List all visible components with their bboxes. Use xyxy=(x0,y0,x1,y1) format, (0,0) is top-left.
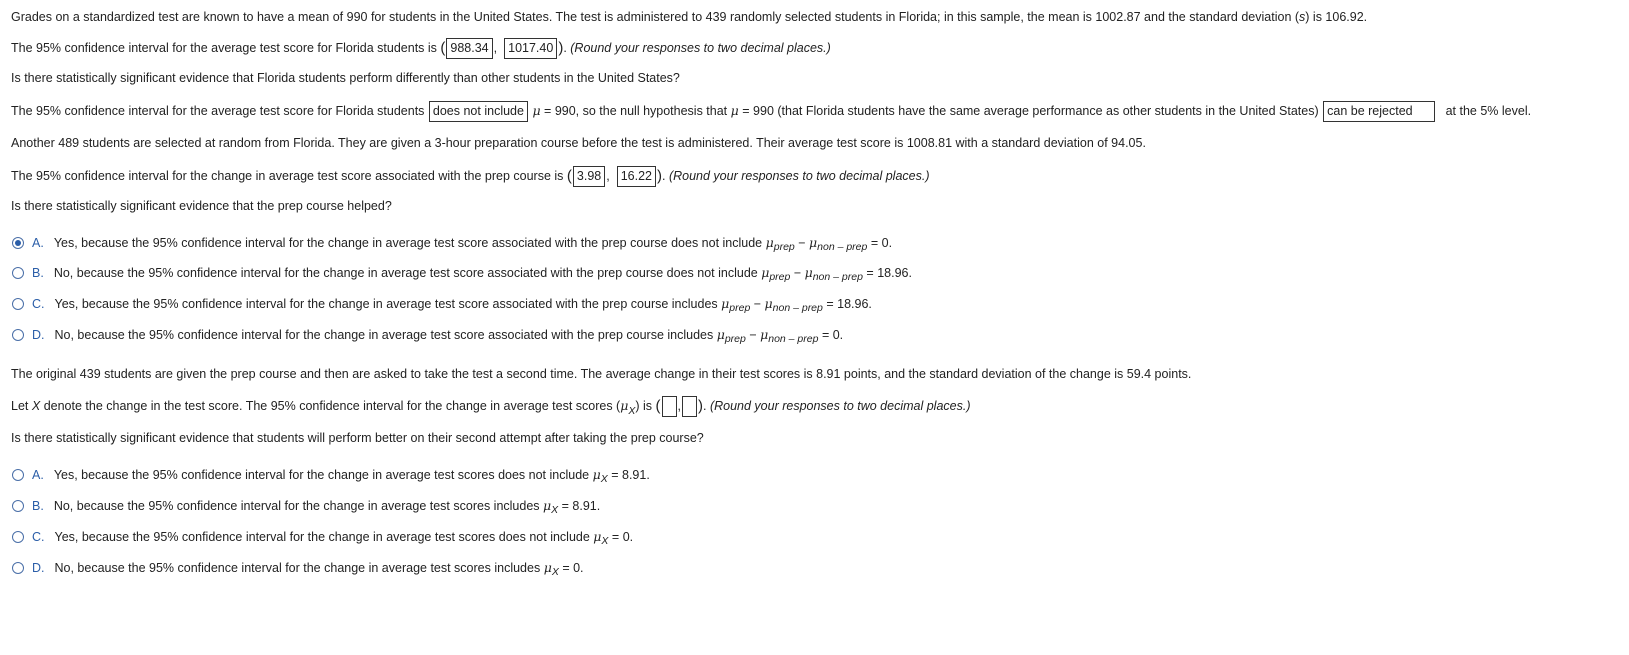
ci-florida-line: The 95% confidence interval for the average test score for Florida students is ( 988.34 , 1017.40 ). (Round your responses to two decimal places.) xyxy=(11,38,831,59)
second-attempt-question: Is there statistically significant evidence that students will perform better on their second attempt after taking the prep course? xyxy=(11,431,704,445)
sig-answer-line: The 95% confidence interval for the average test score for Florida students does not include μ = 990, so the null hypothesis that μ = 990 (that Florida students have the same average performance as other students in the United States) can be rejected at the 5% level. xyxy=(11,101,1531,122)
change-option-a[interactable]: A. Yes, because the 95% confidence interval for the change in average test scores does not include μ X = 8.91. xyxy=(12,466,650,484)
radio-icon[interactable] xyxy=(12,267,24,279)
radio-icon[interactable] xyxy=(12,298,24,310)
prep-option-a[interactable]: A. Yes, because the 95% confidence interval for the change in average test score associated with the prep course does not include μ prep − μ non – prep = 0. xyxy=(12,234,892,252)
change-option-b[interactable]: B. No, because the 95% confidence interval for the change in average test scores includes μ X = 8.91. xyxy=(12,497,600,515)
include-dropdown[interactable]: does not include xyxy=(429,101,528,122)
ci-prep-high-field[interactable]: 16.22 xyxy=(617,166,656,187)
prep-course-intro: Another 489 students are selected at random from Florida. They are given a 3-hour preparation course before the test is administered. Their average test score is 1008.81 with a standard deviation of 94.05. xyxy=(11,136,1146,150)
round-note: (Round your responses to two decimal places.) xyxy=(570,40,831,55)
radio-icon[interactable] xyxy=(12,562,24,574)
radio-icon[interactable] xyxy=(12,469,24,481)
sig-question: Is there statistically significant evidence that Florida students perform differently than other students in the United States? xyxy=(11,71,680,85)
prep-option-d[interactable]: D. No, because the 95% confidence interval for the change in average test score associated with the prep course includes μ prep − μ non – prep = 0. xyxy=(12,326,843,344)
change-option-c[interactable]: C. Yes, because the 95% confidence interval for the change in average test scores does not include μ X = 0. xyxy=(12,528,633,546)
ci-prep-line: The 95% confidence interval for the change in average test score associated with the prep course is ( 3.98 , 16.22 ). (Round your responses to two decimal places.) xyxy=(11,166,930,187)
prep-option-b[interactable]: B. No, because the 95% confidence interval for the change in average test score associated with the prep course does not include μ prep − μ non – prep = 18.96. xyxy=(12,264,912,282)
ci-change-high-field[interactable] xyxy=(682,396,697,417)
second-attempt-intro: The original 439 students are given the prep course and then are asked to take the test a second time. The average change in their test scores is 8.91 points, and the standard deviation of the change is 59.4 points. xyxy=(11,367,1192,381)
ci-change-line: Let X denote the change in the test score. The 95% confidence interval for the change in average test scores $(\mu_X)$ is ( , ). (Round your responses to two decimal places.) xyxy=(11,397,971,417)
reject-dropdown[interactable]: can be rejected xyxy=(1323,101,1435,122)
ci-low-field[interactable]: 988.34 xyxy=(446,38,492,59)
change-option-d[interactable]: D. No, because the 95% confidence interval for the change in average test scores includes μ X = 0. xyxy=(12,559,584,577)
prep-question: Is there statistically significant evidence that the prep course helped? xyxy=(11,199,392,213)
radio-selected-icon[interactable] xyxy=(12,237,24,249)
ci-prep-low-field[interactable]: 3.98 xyxy=(573,166,605,187)
prep-option-c[interactable]: C. Yes, because the 95% confidence interval for the change in average test score associated with the prep course includes μ prep − μ non – prep = 18.96. xyxy=(12,295,872,313)
question-intro: Grades on a standardized test are known to have a mean of 990 for students in the United States. The test is administered to 439 randomly selected students in Florida; in this sample, the mean is 1002.87 and the standard deviation (s) is 106.92. xyxy=(11,10,1368,24)
radio-icon[interactable] xyxy=(12,329,24,341)
ci-high-field[interactable]: 1017.40 xyxy=(504,38,557,59)
radio-icon[interactable] xyxy=(12,500,24,512)
ci-change-low-field[interactable] xyxy=(662,396,677,417)
radio-icon[interactable] xyxy=(12,531,24,543)
